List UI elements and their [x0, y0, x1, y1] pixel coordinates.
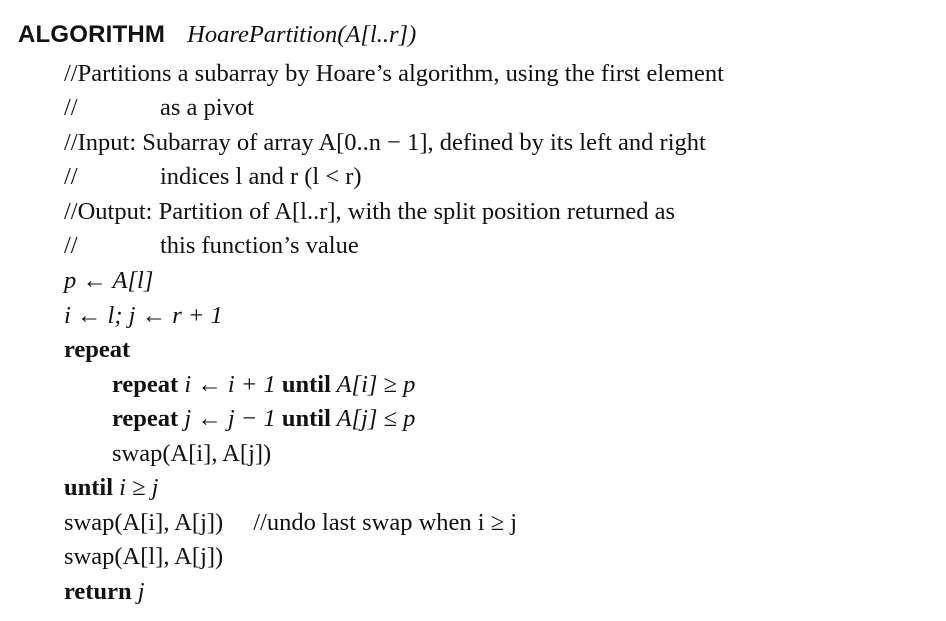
- condition-i-expression: A[i] ≥ p: [330, 371, 416, 398]
- until-condition: i ≥ j: [113, 474, 159, 501]
- code-line-repeat: repeat: [64, 336, 131, 363]
- code-line-undo-swap: [64, 508, 517, 538]
- algorithm-header: [18, 20, 416, 50]
- comment-continuation-2: indices l and r (l < r): [160, 163, 362, 190]
- keyword-repeat: repeat: [112, 405, 179, 432]
- code-line-repeat-i: [112, 370, 415, 400]
- comment-line-2: //Input: Subarray of array A[0..n − 1], defined by its left and right: [64, 129, 706, 156]
- comment-marker-2: //: [64, 163, 78, 190]
- undo-swap-call: swap(A[i], A[j]): [64, 509, 224, 536]
- keyword-until: until: [281, 371, 331, 398]
- decrement-j-expression: j ← j − 1: [178, 405, 282, 432]
- algorithm-signature: HoarePartition(A[l..r]): [187, 21, 417, 48]
- comment-continuation-1: as a pivot: [160, 94, 254, 121]
- keyword-until: until: [281, 405, 331, 432]
- comment-line-1: //Partitions a subarray by Hoare’s algorithm, using the first element: [64, 60, 724, 87]
- comment-continuation-3: this function’s value: [160, 232, 359, 259]
- comment-marker-3: //: [64, 232, 78, 259]
- condition-j-expression: A[j] ≤ p: [330, 405, 416, 432]
- code-line-final-swap: swap(A[l], A[j]): [64, 543, 224, 570]
- code-line-pivot: p ← A[l]: [64, 267, 154, 294]
- keyword-repeat: repeat: [112, 371, 179, 398]
- code-line-return: [64, 577, 145, 607]
- code-line-init-indices: i ← l; j ← r + 1: [64, 302, 223, 329]
- comment-line-3: //Output: Partition of A[l..r], with the split position returned as: [64, 198, 676, 225]
- keyword-until: until: [64, 474, 114, 501]
- keyword-return: return: [64, 578, 132, 605]
- return-value: j: [131, 578, 145, 605]
- code-line-until: [64, 473, 158, 503]
- code-line-repeat-j: [112, 404, 415, 434]
- increment-i-expression: i ← i + 1: [178, 371, 282, 398]
- undo-swap-comment: //undo last swap when i ≥ j: [253, 509, 518, 536]
- code-line-swap-inner: swap(A[i], A[j]): [112, 440, 272, 467]
- comment-marker-1: //: [64, 94, 78, 121]
- algorithm-label: ALGORITHM: [18, 21, 166, 48]
